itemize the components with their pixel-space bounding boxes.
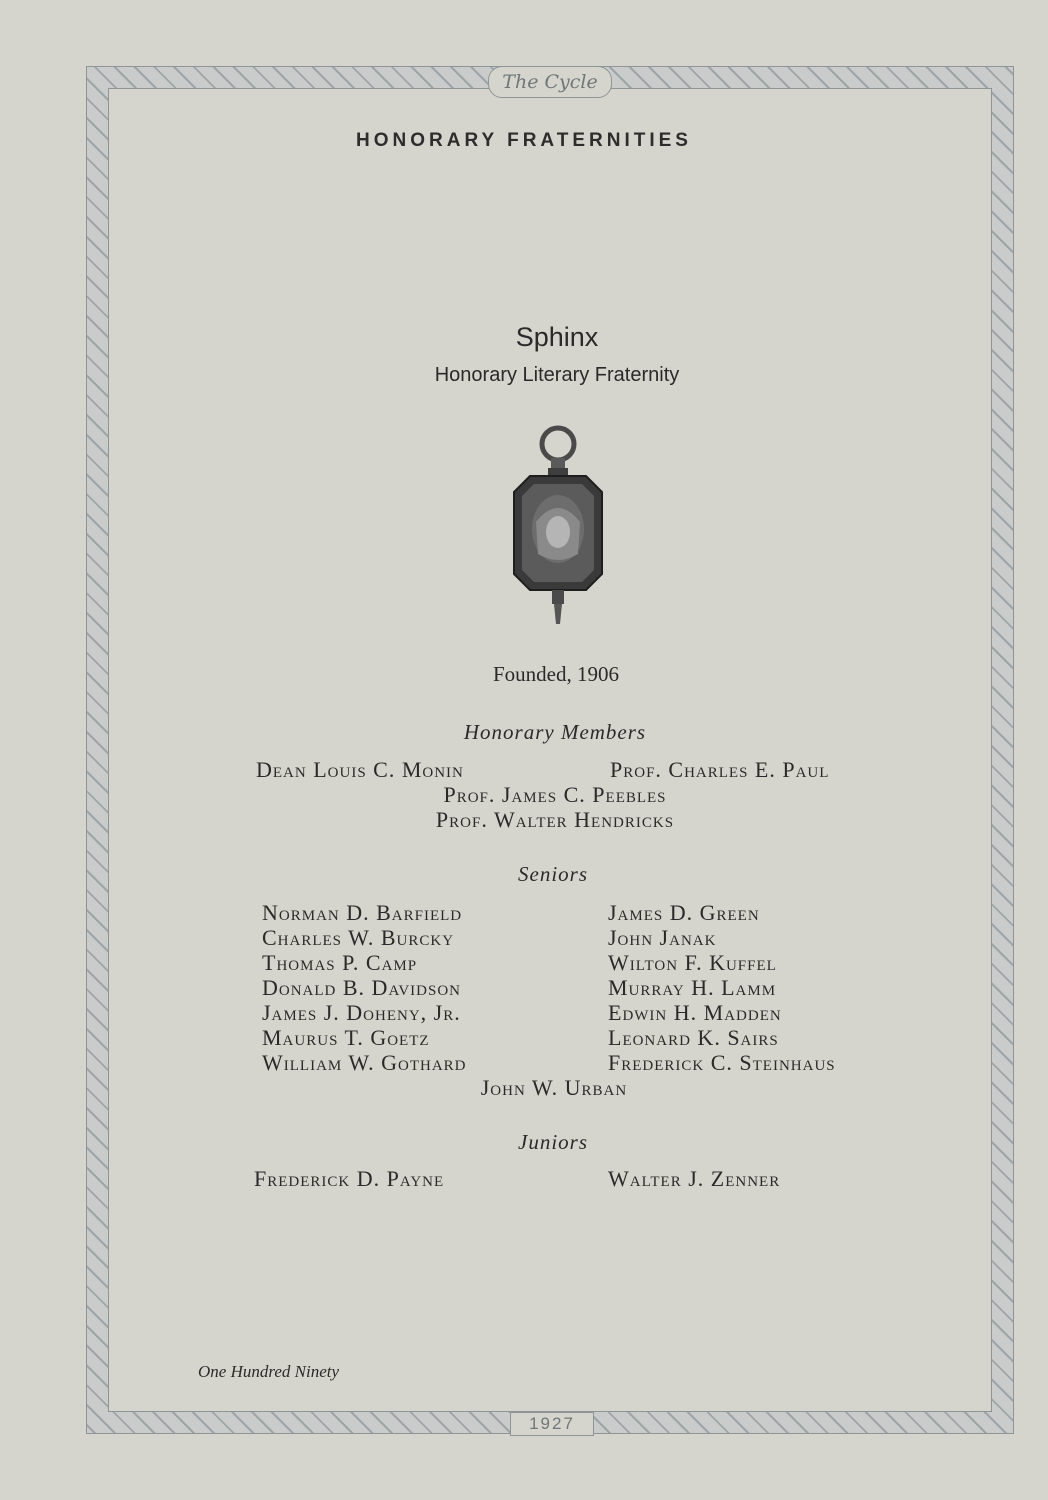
founded-date: Founded, 1906 (493, 662, 619, 686)
senior-left: James J. Doheny, Jr. (262, 1000, 461, 1025)
senior-right: John Janak (608, 925, 717, 950)
junior-right: Walter J. Zenner (608, 1166, 781, 1191)
senior-left: Charles W. Burcky (262, 925, 455, 950)
juniors-heading: Juniors (518, 1130, 588, 1154)
honorary-member-center: Prof. James C. Peebles (443, 782, 667, 807)
honorary-members-heading: Honorary Members (463, 720, 647, 744)
fraternity-name: Sphinx (515, 322, 599, 352)
junior-left: Frederick D. Payne (254, 1166, 445, 1191)
seniors-heading: Seniors (518, 862, 588, 886)
masthead-text: The Cycle (502, 71, 598, 93)
honorary-member-center: Prof. Walter Hendricks (435, 807, 675, 832)
senior-left: William W. Gothard (262, 1050, 467, 1075)
honorary-member-left: Dean Louis C. Monin (256, 757, 464, 782)
year-cartouche (510, 1412, 594, 1436)
senior-left: Norman D. Barfield (262, 900, 463, 925)
honorary-member-right: Prof. Charles E. Paul (610, 757, 830, 782)
senior-right: Edwin H. Madden (608, 1000, 782, 1025)
senior-left: Thomas P. Camp (262, 950, 418, 975)
page-title: HONORARY FRATERNITIES (356, 130, 692, 151)
senior-right: Murray H. Lamm (608, 975, 777, 1000)
sphinx-pin-icon (508, 424, 608, 628)
fraternity-subtitle: Honorary Literary Fraternity (434, 364, 680, 386)
senior-right: Frederick C. Steinhaus (608, 1050, 836, 1075)
senior-right: Leonard K. Sairs (608, 1025, 779, 1050)
page-number: One Hundred Ninety (198, 1362, 340, 1381)
senior-center: John W. Urban (480, 1075, 628, 1100)
senior-left: Maurus T. Goetz (262, 1025, 430, 1050)
senior-left: Donald B. Davidson (262, 975, 462, 1000)
senior-right: James D. Green (608, 900, 760, 925)
senior-right: Wilton F. Kuffel (608, 950, 777, 975)
border-inner-line (108, 88, 992, 1412)
masthead-cartouche (488, 66, 612, 98)
year-text: 1927 (529, 1414, 575, 1433)
